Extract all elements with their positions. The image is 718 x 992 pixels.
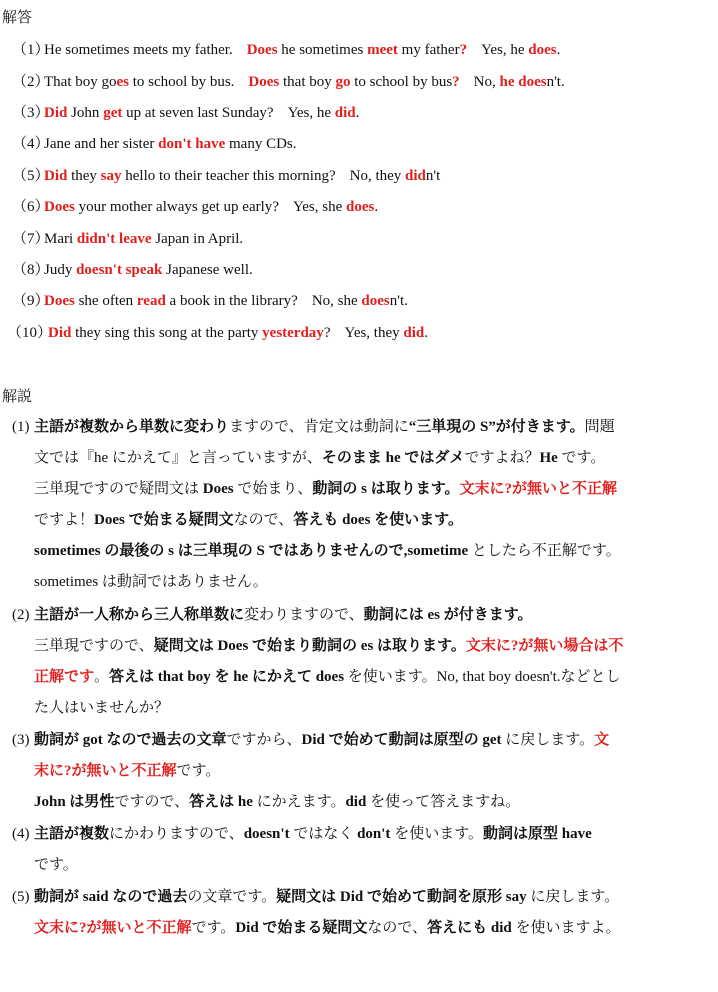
answer-row <box>0 321 428 345</box>
answer-text: . <box>374 199 379 215</box>
answer-row <box>0 132 297 156</box>
answer-highlight: Does <box>246 42 278 58</box>
answer-highlight: yesterday <box>262 325 324 341</box>
answer-text: he sometimes <box>277 42 368 58</box>
explanation-highlight: 正解です <box>34 669 95 685</box>
answer-text: that boy <box>279 74 336 90</box>
explanation-line <box>12 756 712 787</box>
answer-text: up at seven last Sunday? <box>122 105 274 121</box>
answer-highlight: go <box>335 74 351 90</box>
explanation-highlight: 文末に?が無いと不正解 <box>34 920 192 936</box>
explanation-item <box>12 882 712 944</box>
answer-highlight: Did <box>44 168 68 184</box>
explanation-item <box>12 412 712 598</box>
explanation-text: 。 <box>94 669 110 685</box>
answer-number: （9） <box>12 293 50 309</box>
answer-text: Yes, they <box>344 325 404 341</box>
explanation-text: 三単現ですので疑問文は <box>34 481 203 497</box>
explanation-number: (5) <box>12 889 30 905</box>
explanation-line <box>12 443 712 474</box>
explanation-text: ですよね？ <box>464 450 540 466</box>
answer-highlight: read <box>136 293 166 309</box>
explanation-highlight: 文末に?が無いと不正解 <box>459 481 618 497</box>
answer-text: my father <box>397 42 460 58</box>
explanation-text: の文章です。 <box>187 889 277 905</box>
explanation-text: た人はいませんか？ <box>34 700 170 716</box>
answer-text: n't. <box>389 293 408 309</box>
explanation-text: Did で始まる疑問文 <box>235 920 368 936</box>
explanation-text: doesn't <box>243 826 290 842</box>
explanation-text: です。 <box>191 920 236 936</box>
answer-highlight: Does <box>44 199 75 215</box>
explanation-text: なので、 <box>233 512 294 528</box>
explanation-text: 問題 <box>584 419 615 435</box>
answer-text: a book in the library? <box>165 293 298 309</box>
explanation-text: 動詞が said なので過去 <box>34 889 188 905</box>
explanation-text: ではなく <box>289 826 358 842</box>
explanation-number: (1) <box>12 419 30 435</box>
explanation-line <box>12 913 712 944</box>
explanation-line <box>12 536 712 567</box>
answer-highlight: did <box>403 325 425 341</box>
answer-text: Yes, she <box>292 199 347 215</box>
explanation-text: Did で始めて動詞は原型の get <box>301 732 502 748</box>
answer-text: Mari <box>44 231 77 247</box>
explanation-text: にかわりますので、 <box>109 826 244 842</box>
explanation-text: don't <box>357 826 391 842</box>
answer-highlight: doesn't speak <box>76 262 163 278</box>
answers-heading: 解答 <box>2 10 33 26</box>
explanation-text: を使います。 <box>390 826 483 842</box>
answer-row <box>0 164 440 188</box>
answer-highlight: say <box>100 168 122 184</box>
explanation-text: did <box>345 794 367 810</box>
answer-number: （8） <box>12 262 50 278</box>
answer-text: John <box>67 105 104 121</box>
answer-number: （7） <box>12 231 50 247</box>
explanation-text: そのまま he ではダメ <box>321 450 465 466</box>
answer-row <box>0 195 378 219</box>
answer-text: many CDs. <box>225 136 297 152</box>
answer-text: No, they <box>349 168 406 184</box>
answer-text: Japanese well. <box>162 262 253 278</box>
answer-text: hello to their teacher this morning? <box>121 168 336 184</box>
explanation-text: ますので、肯定文は動詞に <box>229 419 409 435</box>
explanation-text: です。 <box>176 763 221 779</box>
answer-highlight: meet <box>367 42 398 58</box>
explanation-line <box>12 600 712 631</box>
explanation-text: sometimes は動詞ではありません。 <box>34 574 268 590</box>
explanation-text: なので、 <box>367 920 428 936</box>
answer-highlight: ? <box>452 74 460 90</box>
explanation-text: 答えは that boy を he にかえて does <box>109 669 345 685</box>
answer-highlight: ? <box>459 42 468 58</box>
explanation-text: 動詞の s は取ります。 <box>312 481 460 497</box>
explanation-item <box>12 725 712 818</box>
explanation-text: 三単現ですので、 <box>34 638 154 654</box>
answer-text: they <box>67 168 101 184</box>
explanation-text: 主語が一人称から三人称単数に <box>34 607 245 623</box>
answer-text: to school by bus <box>350 74 453 90</box>
answer-text: Yes, he <box>287 105 335 121</box>
answer-text: n't. <box>546 74 565 90</box>
explanation-text: 変わりますので、 <box>244 607 364 623</box>
explanation-text: 疑問文は Did で始めて動詞を原形 say <box>276 889 527 905</box>
explanation-text: 答えは he <box>189 794 253 810</box>
explanation-item <box>12 600 712 724</box>
explanation-text: です。 <box>557 450 606 466</box>
explanation-highlight: 文 <box>594 732 610 748</box>
answer-text: Japan in April. <box>151 231 244 247</box>
explanation-text: を使って答えますね。 <box>366 794 521 810</box>
answer-highlight: don't have <box>158 136 226 152</box>
explanation-line <box>12 819 712 850</box>
explanation-text: sometimes の最後の s は三単現の S ではありませんので,sometime <box>34 543 469 559</box>
answer-text: to school by bus. <box>129 74 235 90</box>
answer-highlight: get <box>103 105 123 121</box>
answer-number: （2） <box>12 74 50 90</box>
explanation-highlight: 文末に?が無い場合は不 <box>465 638 624 654</box>
explanation-text: を使います。No, that boy doesn't.などとし <box>344 669 621 685</box>
explanation-text: ですよ！ <box>34 512 95 528</box>
explanation-text: に戻します。 <box>501 732 595 748</box>
explanation-text: 主語が複数から単数に変わり <box>34 419 230 435</box>
explanation-text: “三単現の S”が付きます。 <box>408 419 585 435</box>
answer-text: Judy <box>44 262 77 278</box>
answer-text: Jane and her sister <box>44 136 159 152</box>
answer-row <box>0 101 359 125</box>
explanation-line <box>12 850 712 881</box>
answer-text: n't <box>425 168 441 184</box>
explanation-text: ですので、 <box>114 794 190 810</box>
answer-number: （4） <box>12 136 50 152</box>
explanation-text: にかえます。 <box>252 794 346 810</box>
explanation-line <box>12 693 712 724</box>
explanation-text: に戻します。 <box>526 889 620 905</box>
answer-text: No, she <box>311 293 362 309</box>
answer-highlight: he does <box>499 74 547 90</box>
answer-text: your mother always get up early? <box>74 199 279 215</box>
answer-row <box>0 289 408 313</box>
answer-highlight: Does <box>248 74 280 90</box>
explanation-line <box>12 474 712 505</box>
explanation-text: で始まり、 <box>233 481 313 497</box>
answer-row <box>0 227 243 251</box>
answer-highlight: Did <box>48 325 72 341</box>
answer-text: . <box>556 42 561 58</box>
explanation-text: John は男性 <box>34 794 115 810</box>
answer-text: ? <box>323 325 331 341</box>
answer-text: No, <box>473 74 500 90</box>
answer-row <box>0 70 565 94</box>
explanation-line <box>12 505 712 536</box>
explanation-text: Does <box>202 481 234 497</box>
explanation-line <box>12 725 712 756</box>
explanation-item <box>12 819 712 881</box>
explanation-text: 文では『he にかえて』と言っていますが、 <box>34 450 322 466</box>
explanation-number: (3) <box>12 732 30 748</box>
answer-highlight: does <box>346 199 375 215</box>
answer-highlight: Does <box>44 293 75 309</box>
answer-highlight: did <box>405 168 426 184</box>
answer-highlight: es <box>116 74 129 90</box>
answer-highlight: does <box>528 42 557 58</box>
answer-number: （1） <box>12 42 50 58</box>
answer-text: That boy go <box>44 74 117 90</box>
explanation-line <box>12 567 712 598</box>
explanation-line <box>12 662 712 693</box>
explanation-text: 疑問文は Does で始まり動詞の es は取ります。 <box>153 638 466 654</box>
answer-number: （3） <box>12 105 50 121</box>
answer-number: （10） <box>7 325 53 341</box>
answer-highlight: does <box>361 293 390 309</box>
explanation-highlight: 末に?が無いと不正解 <box>34 763 177 779</box>
explanation-text: 動詞は原型 have <box>483 826 592 842</box>
answer-highlight: Did <box>44 105 68 121</box>
answer-text: . <box>355 105 360 121</box>
explanation-text: 動詞には es が付きます。 <box>363 607 533 623</box>
answer-text: He sometimes meets my father. <box>44 42 233 58</box>
explanation-text: 動詞が got なので過去の文章 <box>34 732 227 748</box>
answer-highlight: didn't leave <box>76 231 152 247</box>
explanation-text: を使いますよ。 <box>511 920 621 936</box>
answer-text: they sing this song at the party <box>71 325 263 341</box>
explanation-text: 答えにも did <box>427 920 512 936</box>
answer-number: （5） <box>12 168 50 184</box>
explanation-text: 答えも does を使います。 <box>293 512 463 528</box>
explanation-text: He <box>539 450 558 466</box>
explanation-number: (2) <box>12 607 30 623</box>
explanation-text: ですから、 <box>226 732 302 748</box>
explanation-line <box>12 412 712 443</box>
explanation-line <box>12 631 712 662</box>
answer-text: Yes, he <box>481 42 529 58</box>
answer-row <box>0 258 253 282</box>
answer-highlight: did <box>334 105 356 121</box>
explanation-text: Does で始まる疑問文 <box>94 512 234 528</box>
explanation-line <box>12 787 712 818</box>
answer-text: . <box>424 325 428 341</box>
explanation-heading: 解説 <box>2 389 33 405</box>
explanation-line <box>12 882 712 913</box>
explanation-number: (4) <box>12 826 30 842</box>
explanation-text: 主語が複数 <box>34 826 110 842</box>
explanation-text: としたら不正解です。 <box>468 543 621 559</box>
explanation-text: です。 <box>34 857 78 873</box>
answer-row <box>0 38 560 62</box>
answer-text: she often <box>74 293 137 309</box>
answer-number: （6） <box>12 199 50 215</box>
